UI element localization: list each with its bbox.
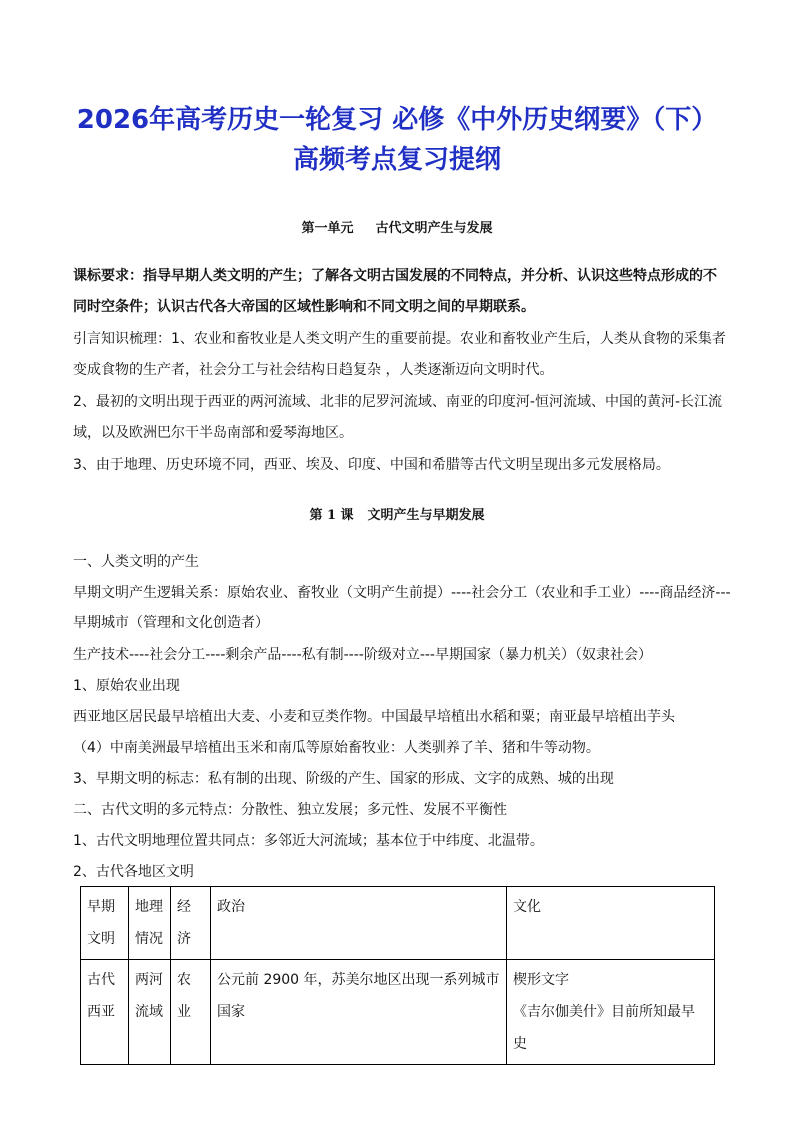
table-cell: 农业 [171, 960, 211, 1065]
table-cell: 楔形文字 《吉尔伽美什》目前所知最早史 [507, 960, 715, 1065]
table-header-row [81, 887, 715, 960]
table-cell: 公元前 2900 年，苏美尔地区出现一系列城市国家 [211, 960, 507, 1065]
curriculum-requirement-line2: 同时空条件；认识古代各大帝国的区域性影响和不同文明之间的早期联系。 [73, 299, 535, 315]
curriculum-requirement-line1: 课标要求：指导早期人类文明的产生；了解各文明古国发展的不同特点，并分析、认识这些特点形成的不 [73, 268, 717, 284]
lesson-heading [0, 504, 794, 523]
table-header-cell: 文化 [507, 887, 715, 960]
logic-line2: 早期城市（管理和文化创造者） [73, 615, 269, 631]
logic-line1: 早期文明产生逻辑关系：原始农业、畜牧业（文明产生前提）----社会分工（农业和手工业）----商品经济--- [73, 585, 731, 601]
point3-text: 3、早期文明的标志：私有制的出现、阶级的产生、国家的形成、文字的成熟、城的出现 [73, 771, 614, 787]
table-cell: 古代西亚 [81, 960, 129, 1065]
point1-text-a: 西亚地区居民最早培植出大麦、小麦和豆类作物。中国最早培植出水稻和粟；南亚最早培植出芋头 [73, 709, 675, 725]
table-cell: 两河流域 [129, 960, 171, 1065]
lesson-number: 第 1 课 [309, 508, 354, 523]
logic-line3: 生产技术----社会分工----剩余产品----私有制----阶级对立---早期国家（暴力机关）（奴隶社会） [73, 647, 652, 663]
unit-number: 第一单元 [301, 221, 354, 236]
point1-text-b: （4）中南美洲最早培植出玉米和南瓜等原始畜牧业：人类驯养了羊、猪和牛等动物。 [73, 740, 600, 756]
civilizations-table [80, 886, 715, 1065]
unit-heading [0, 217, 794, 236]
table-header-cell: 政治 [211, 887, 507, 960]
point1-heading: 1、原始农业出现 [73, 678, 180, 694]
section1-heading: 一、人类文明的产生 [73, 554, 199, 570]
lesson-name: 文明产生与早期发展 [367, 508, 485, 523]
intro-point3: 3、由于地理、历史环境不同，西亚、埃及、印度、中国和希腊等古代文明呈现出多元发展格局。 [73, 457, 670, 473]
question2-heading: 2、古代各地区文明 [73, 864, 194, 880]
intro-paragraph-line1: 引言知识梳理：1、农业和畜牧业是人类文明产生的重要前提。农业和畜牧业产生后，人类从食物的采集者 [73, 331, 726, 347]
table-header-cell: 早期文明 [81, 887, 129, 960]
intro-point2-line2: 域，以及欧洲巴尔干半岛南部和爱琴海地区。 [73, 425, 353, 441]
question1-text: 1、古代文明地理位置共同点：多邻近大河流域；基本位于中纬度、北温带。 [73, 833, 544, 849]
unit-name: 古代文明产生与发展 [375, 221, 493, 236]
table-row [81, 960, 715, 1065]
doc-title-line2: 高频考点复习提纲 [292, 145, 501, 175]
table-header-cell: 经济 [171, 887, 211, 960]
table-header-cell: 地理情况 [129, 887, 171, 960]
intro-point2-line1: 2、最初的文明出现于西亚的两河流域、北非的尼罗河流域、南亚的印度河-恒河流域、中国的黄河-长江流 [73, 394, 723, 410]
section2-heading: 二、古代文明的多元特点：分散性、独立发展；多元性、发展不平衡性 [73, 802, 507, 818]
intro-paragraph-line2: 变成食物的生产者，社会分工与社会结构日趋复杂 ，人类逐渐迈向文明时代。 [73, 362, 554, 378]
doc-title-line1: 2026年高考历史一轮复习 必修《中外历史纲要》（下） [76, 105, 718, 135]
